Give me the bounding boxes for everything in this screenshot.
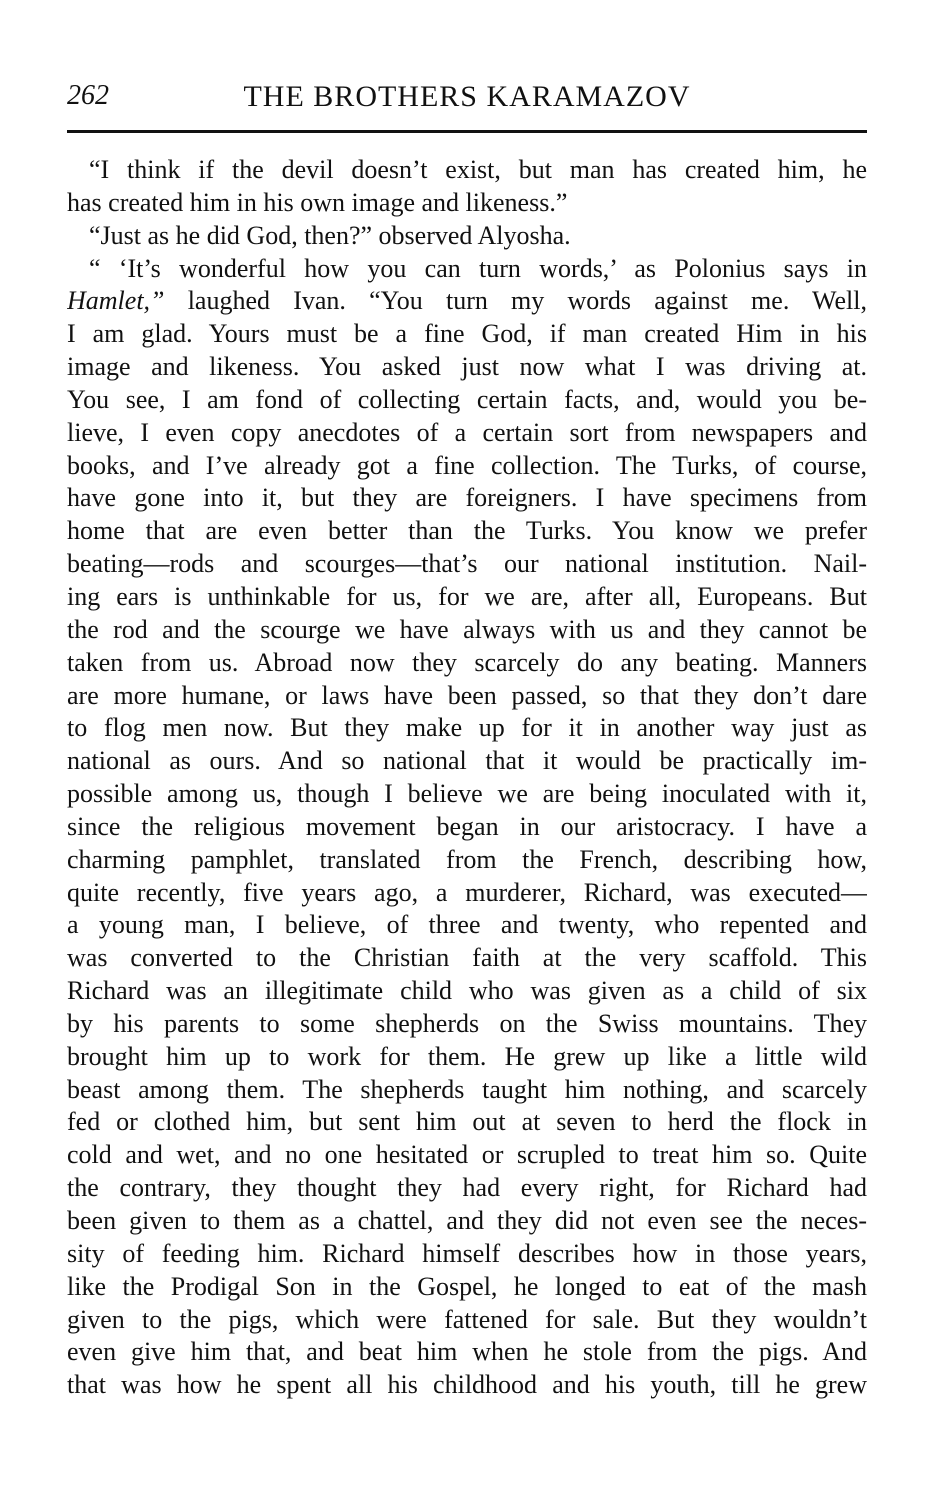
text-line: given to the pigs, which were fattened for sale. But they wouldn’t [67,1304,867,1334]
text-line: fed or clothed him, but sent him out at seven to herd the flock in [67,1107,867,1137]
text-line: like the Prodigal Son in the Gospel, he longed to eat of the mash [67,1271,867,1301]
running-title: THE BROTHERS KARAMAZOV [243,80,691,113]
text-line: You see, I am fond of collecting certain facts, and, would you be- [67,384,867,414]
text-line: to flog men now. But they make up for it in another way just as [67,713,867,743]
text-line: by his parents to some shepherds on the Swiss mountains. They [67,1008,867,1038]
text-line: “I think if the devil doesn’t exist, but man has created him, he [89,155,867,184]
text-line: even give him that, and beat him when he stole from the pigs. And [67,1337,867,1367]
text-line: books, and I’ve already got a fine collection. The Turks, of course, [67,450,867,480]
text-line: are more humane, or laws have been passed, so that they don’t dare [67,680,867,710]
text-line: ing ears is unthinkable for us, for we are, after all, Europeans. But [67,581,867,611]
text-line: home that are even better than the Turks. You know we prefer [67,516,867,546]
page-number: 262 [67,80,109,111]
header-rule [67,130,867,133]
text-line: I am glad. Yours must be a fine God, if man created Him in his [67,319,867,349]
running-header [67,80,867,120]
text-line: Richard was an illegitimate child who was given as a child of six [67,976,867,1006]
text-line: the rod and the scourge we have always with us and they cannot be [67,614,867,644]
text-line: sity of feeding him. Richard himself describes how in those years, [67,1238,867,1268]
text-line: quite recently, five years ago, a murderer, Richard, was executed— [67,877,867,907]
text-line: since the religious movement began in our aristocracy. I have a [67,811,867,841]
text-line: charming pamphlet, translated from the French, describing how, [67,844,867,874]
text-line: a young man, I believe, of three and twenty, who repented and [67,910,867,940]
text-line: have gone into it, but they are foreigners. I have specimens from [67,483,867,513]
book-title-italic: Hamlet,” [67,286,165,316]
text-line: lieve, I even copy anecdotes of a certain sort from newspapers and [67,417,867,447]
text-line: has created him in his own image and likeness.” [67,187,568,217]
text-line: image and likeness. You asked just now what I was driving at. [67,352,867,382]
text-line: national as ours. And so national that it would be practically im- [67,746,867,776]
text-line: Hamlet,” laughed Ivan. “You turn my words against me. Well, [67,286,867,316]
text-line: “ ‘It’s wonderful how you can turn words,’ as Polonius says in [89,253,867,283]
text-line: taken from us. Abroad now they scarcely do any beating. Manners [67,647,867,677]
text-line: the contrary, they thought they had every right, for Richard had [67,1173,867,1203]
text-line: possible among us, though I believe we are being inoculated with it, [67,779,867,809]
text-line: “Just as he did God, then?” observed Alyosha. [89,220,571,250]
text-line: was converted to the Christian faith at the very scaffold. This [67,943,867,973]
text-line: beast among them. The shepherds taught him nothing, and scarcely [67,1074,867,1104]
text-line: brought him up to work for them. He grew up like a little wild [67,1041,867,1071]
text-line: beating—rods and scourges—that’s our national institution. Nail- [67,549,867,579]
text-line: been given to them as a chattel, and they did not even see the neces- [67,1206,867,1235]
text-line: that was how he spent all his childhood and his youth, till he grew [67,1370,867,1400]
text-line: cold and wet, and no one hesitated or scrupled to treat him so. Quite [67,1140,867,1170]
body-text [67,154,867,1402]
